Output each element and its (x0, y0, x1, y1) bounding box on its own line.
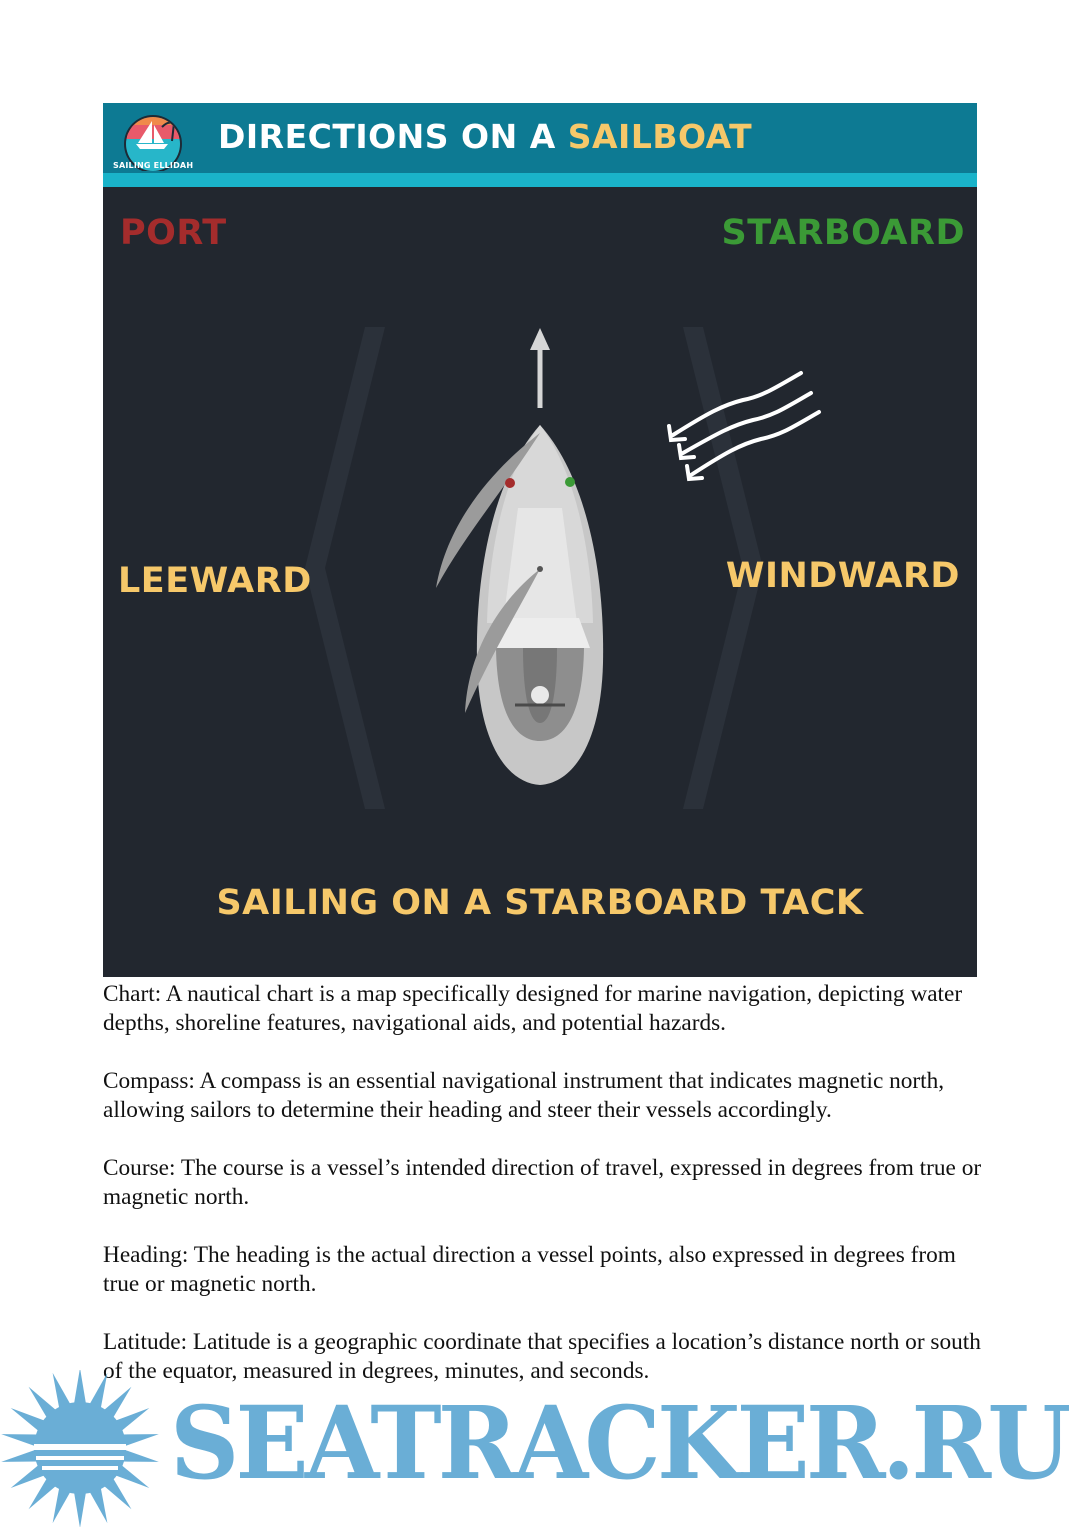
left-bracket-shape (305, 327, 385, 809)
tack-caption: SAILING ON A STARBOARD TACK (216, 883, 864, 923)
glossary-entry-heading: Heading: The heading is the actual direction a vessel points, also expressed in degrees from true or magnetic north. (103, 1242, 956, 1297)
heading-arrow-icon (530, 328, 550, 408)
title-accent: SAILBOAT (567, 117, 753, 156)
title-main: DIRECTIONS ON A (218, 117, 568, 156)
glossary-entry-compass: Compass: A compass is an essential navigational instrument that indicates magnetic north, allowing sailors to determine their heading and steer their vessels accordingly. (103, 1068, 945, 1123)
port-light (505, 478, 515, 488)
sailboat-directions-infographic (103, 103, 977, 977)
glossary-entry-chart: Chart: A nautical chart is a map specifically designed for marine navigation, depicting water depths, shoreline features, navigational aids, and potential hazards. (103, 981, 963, 1036)
glossary-entry-latitude: Latitude: Latitude is a geographic coordinate that specifies a location’s distance north or south of the equator, measured in degrees, minutes, and seconds. (103, 1329, 981, 1384)
leeward-label: LEEWARD (118, 561, 312, 601)
wind-arrows-icon (669, 373, 819, 479)
glossary (103, 980, 983, 1415)
windward-label: WINDWARD (725, 556, 960, 596)
starboard-label: STARBOARD (721, 213, 965, 253)
mast-dot (537, 566, 543, 572)
logo-wordmark: SAILING ELLIDAH (113, 161, 194, 170)
watermark-text: SEATRACKER.RU (170, 1384, 1068, 1502)
port-label: PORT (120, 213, 227, 253)
glossary-entry-course: Course: The course is a vessel’s intended direction of travel, expressed in degrees from true or magnetic north. (103, 1155, 982, 1210)
starboard-light (565, 477, 575, 487)
